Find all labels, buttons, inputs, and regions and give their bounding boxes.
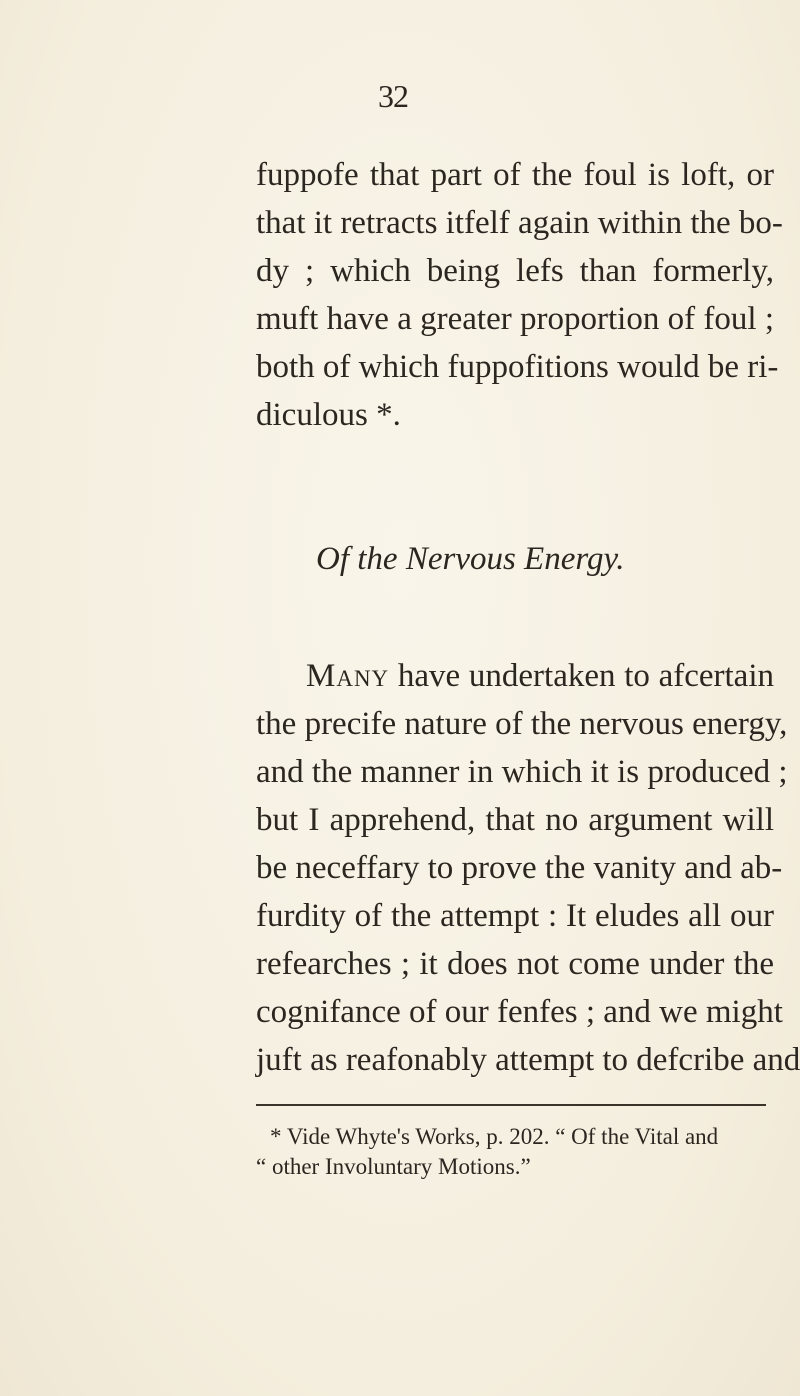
text-line: furdity of the attempt : It eludes all our	[256, 898, 774, 934]
first-word: Many	[306, 658, 390, 694]
paragraph-continuation	[256, 151, 783, 439]
footnote-divider	[256, 1104, 766, 1106]
text-line: diculous *.	[256, 397, 401, 433]
text-line: and the manner in which it is produced ;	[256, 754, 788, 790]
text-line	[256, 652, 774, 700]
text-line: cognifance of our fenfes ; and we might	[256, 994, 783, 1030]
text-line: juft as reafonably attempt to defcribe and	[256, 1042, 800, 1078]
text-line: but I apprehend, that no argument will	[256, 802, 774, 838]
text-line: refearches ; it does not come under the	[256, 946, 774, 982]
text-line: dy ; which being lefs than formerly,	[256, 253, 774, 289]
section-heading: Of the Nervous Energy.	[316, 541, 625, 577]
line-rest: have undertaken to afcertain	[389, 658, 774, 694]
text-line: that it retracts itfelf again within the bo-	[256, 205, 783, 241]
paragraph-nervous-energy	[256, 652, 800, 1084]
footnote-line: “ other Involuntary Motions.”	[256, 1154, 531, 1179]
text-line: both of which fuppofitions would be ri-	[256, 349, 779, 385]
text-line: muft have a greater proportion of foul ;	[256, 301, 774, 337]
footnote-line: * Vide Whyte's Works, p. 202. “ Of the Vital and	[270, 1124, 719, 1149]
page-number: 32	[378, 78, 408, 114]
text-line: the precife nature of the nervous energy,	[256, 706, 788, 742]
text-line: fuppofe that part of the foul is loft, or	[256, 157, 774, 193]
text-line: be neceffary to prove the vanity and ab-	[256, 850, 783, 886]
